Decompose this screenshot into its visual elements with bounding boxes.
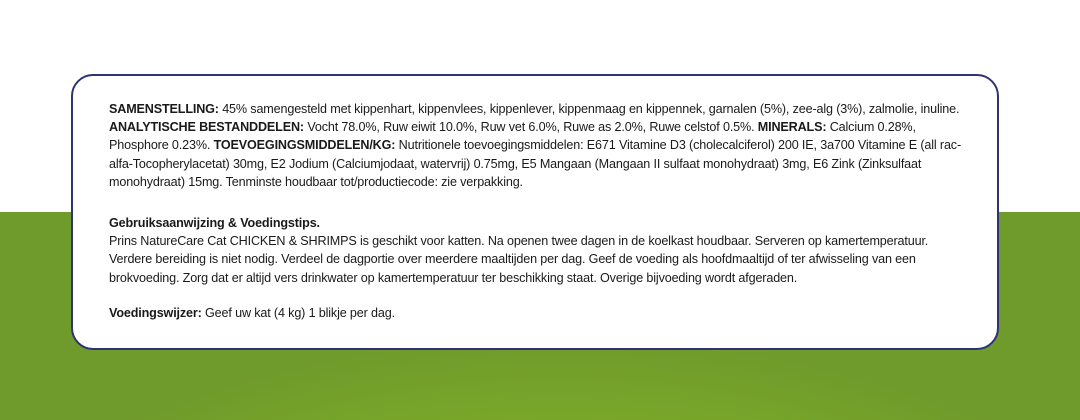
minerals-text: Calcium 0.28%, Phosphore 0.23%. bbox=[109, 120, 916, 153]
usage-heading: Gebruiksaanwijzing & Voedingstips. bbox=[109, 216, 320, 231]
toevoeging-label: TOEVOEGINGSMIDDELEN/KG: bbox=[213, 138, 396, 153]
toevoeging-text: Nutritionele toevoegingsmiddelen: E671 Vitamine D3 (cholecalciferol) 200 IE, 3a700 Vitamine E (all rac-alfa-Tocopherylacetat) 30mg, E2 Jodium (Calciumjodaat, watervrij) 0.75mg, E5 Mangaan (Mangaan II sulfaat monohydraat) 3mg, E6 Zink (Zinksulfaat monohydraat) 15mg. Tenminste houdbaar tot/productiecode: zie verpakking. bbox=[109, 138, 961, 189]
analytisch-label: ANALYTISCHE BESTANDDELEN: bbox=[109, 120, 304, 135]
samenstelling-text: 45% samengesteld met kippenhart, kippenvlees, kippenlever, kippenmaag en kippennek, garnalen (5%), zee-alg (3%), zalmolie, inuline. bbox=[218, 102, 960, 116]
analytisch-text: Vocht 78.0%, Ruw eiwit 10.0%, Ruw vet 6.0%, Ruwe as 2.0%, Ruwe celstof 0.5%. bbox=[303, 120, 758, 135]
composition-paragraph bbox=[109, 100, 961, 191]
usage-paragraph bbox=[109, 214, 961, 287]
samenstelling-label: SAMENSTELLING: bbox=[109, 102, 219, 116]
usage-text: Prins NatureCare Cat CHICKEN & SHRIMPS is geschikt voor katten. Na openen twee dagen in de koelkast houdbaar. Serveren op kamertemperatuur. Verdere bereiding is niet nodig. Verdeel de dagportie over meerdere maaltijden per dag. Geef de voeding als hoofdmaaltijd of ter afwisseling van een brokvoeding. Zorg dat er altijd vers drinkwater op kamertemperatuur ter beschikking staat. Overige bijvoeding wordt afgeraden. bbox=[109, 234, 929, 285]
feeding-guide-label: Voedingswijzer: bbox=[109, 305, 202, 320]
minerals-label: MINERALS: bbox=[757, 120, 827, 135]
product-info-card bbox=[71, 74, 999, 350]
feeding-guide-paragraph bbox=[109, 304, 961, 322]
feeding-guide-text: Geef uw kat (4 kg) 1 blikje per dag. bbox=[201, 305, 395, 320]
